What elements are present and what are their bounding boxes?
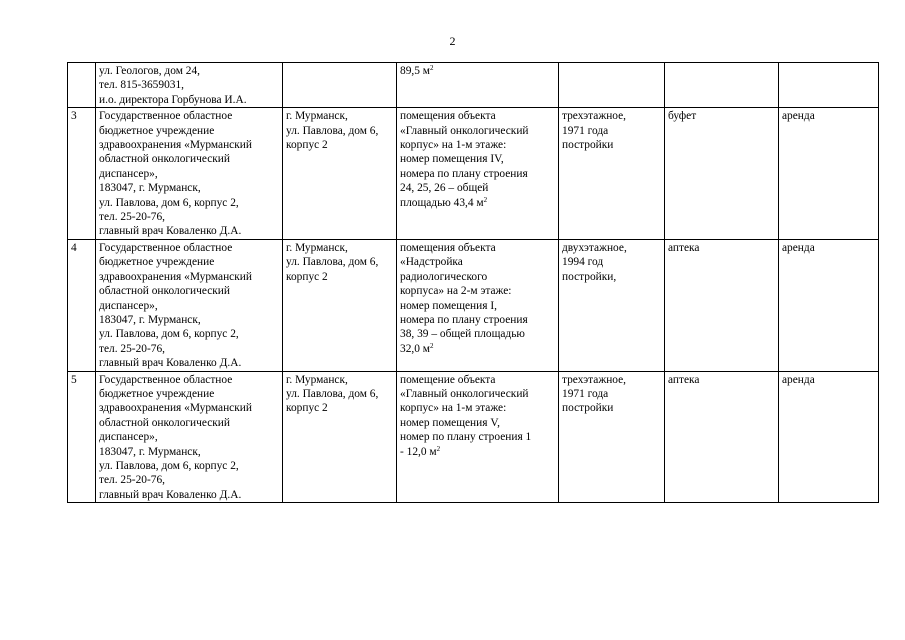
org-line: диспансер», <box>99 299 158 312</box>
purpose-cell: аптека <box>665 239 779 371</box>
address-cell <box>283 63 397 108</box>
premises-cell <box>397 63 559 108</box>
premises-text: помещения объекта «Надстройка радиологического корпуса» на 2-м этаже: номер помещения I, номера по плану строения 38, 39 – общей площадью 32,0 м <box>400 241 528 355</box>
area-unit-superscript: 2 <box>436 444 441 453</box>
organization-cell <box>96 371 283 503</box>
org-line: диспансер», <box>99 167 158 180</box>
use-type-cell: аренда <box>779 371 879 503</box>
premises-text: 89,5 м <box>400 65 430 77</box>
row-number: 4 <box>68 239 96 371</box>
premises-cell <box>397 371 559 503</box>
building-cell <box>559 63 665 108</box>
premises-text: помещение объекта «Главный онкологический корпус» на 1-м этаже: номер помещения V, номер по плану строения 1 - 12,0 м <box>400 373 532 458</box>
org-line: тел. 25-20-76, <box>99 211 166 224</box>
premises-cell <box>397 239 559 371</box>
org-line: здравоохранения «Мурманский <box>99 402 252 415</box>
area-unit-superscript: 2 <box>483 195 488 204</box>
org-line: 183047, г. Мурманск, <box>99 313 201 326</box>
org-line: областной онкологический <box>99 153 231 166</box>
organization-cell <box>96 108 283 240</box>
address-cell: г. Мурманск, ул. Павлова, дом 6, корпус 2 <box>283 108 397 240</box>
premises-text: помещения объекта «Главный онкологический корпус» на 1-м этаже: номер помещения IV, номера по плану строения 24, 25, 26 – общей площадью 43,4 м <box>400 110 529 209</box>
purpose-cell: аптека <box>665 371 779 503</box>
org-line: здравоохранения «Мурманский <box>99 270 252 283</box>
org-line: ул. Павлова, дом 6, корпус 2, <box>99 196 239 209</box>
address-cell: г. Мурманск, ул. Павлова, дом 6, корпус 2 <box>283 239 397 371</box>
purpose-cell: буфет <box>665 108 779 240</box>
organization-cell <box>96 239 283 371</box>
use-type-cell: аренда <box>779 108 879 240</box>
building-cell: двухэтажное, 1994 год постройки, <box>559 239 665 371</box>
org-line: тел. 815-3659031, <box>99 79 185 92</box>
building-cell: трехэтажное, 1971 года постройки <box>559 371 665 503</box>
area-unit-superscript: 2 <box>430 341 434 350</box>
table-row <box>68 63 879 108</box>
org-line: 183047, г. Мурманск, <box>99 182 201 195</box>
org-line: Государственное областное <box>99 110 233 123</box>
org-line: бюджетное учреждение <box>99 256 215 269</box>
org-line: и.о. директора Горбунова И.А. <box>99 93 247 106</box>
address-cell: г. Мурманск, ул. Павлова, дом 6, корпус 2 <box>283 371 397 503</box>
organization-cell <box>96 63 283 108</box>
org-line: ул. Геологов, дом 24, <box>99 65 200 77</box>
table-row <box>68 239 879 371</box>
org-line: бюджетное учреждение <box>99 124 215 137</box>
org-line: Государственное областное <box>99 241 233 254</box>
table-row <box>68 108 879 240</box>
org-line: главный врач Коваленко Д.А. <box>99 225 242 238</box>
building-cell: трехэтажное, 1971 года постройки <box>559 108 665 240</box>
org-line: тел. 25-20-76, <box>99 474 166 487</box>
row-number: 3 <box>68 108 96 240</box>
area-unit-superscript: 2 <box>430 64 434 72</box>
page-number: 2 <box>449 34 456 48</box>
org-line: здравоохранения «Мурманский <box>99 139 252 152</box>
org-line: бюджетное учреждение <box>99 387 215 400</box>
org-line: ул. Павлова, дом 6, корпус 2, <box>99 459 239 472</box>
purpose-cell <box>665 63 779 108</box>
org-line: Государственное областное <box>99 373 233 386</box>
org-line: главный врач Коваленко Д.А. <box>99 357 242 370</box>
org-line: главный врач Коваленко Д.А. <box>99 488 242 501</box>
org-line: ул. Павлова, дом 6, корпус 2, <box>99 328 239 341</box>
use-type-cell: аренда <box>779 239 879 371</box>
row-number <box>68 63 96 108</box>
org-line: тел. 25-20-76, <box>99 342 166 355</box>
org-line: диспансер», <box>99 431 158 444</box>
org-line: областной онкологический <box>99 285 231 298</box>
org-line: 183047, г. Мурманск, <box>99 445 201 458</box>
table-row <box>68 371 879 503</box>
premises-table <box>67 62 879 503</box>
row-number: 5 <box>68 371 96 503</box>
premises-cell <box>397 108 559 240</box>
org-line: областной онкологический <box>99 416 231 429</box>
use-type-cell <box>779 63 879 108</box>
